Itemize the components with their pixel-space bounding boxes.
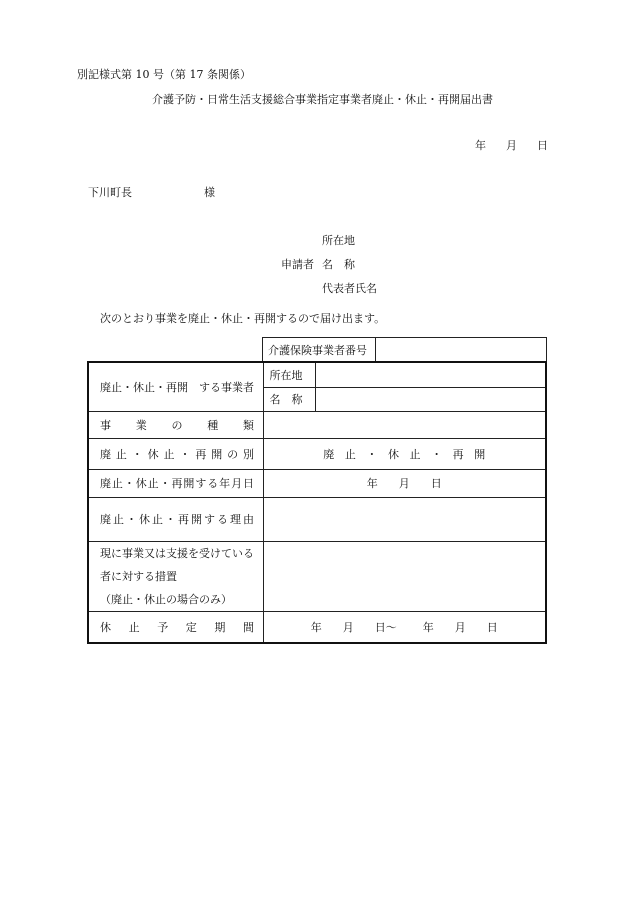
table-row xyxy=(88,411,546,438)
operator-name-field xyxy=(315,387,546,411)
measures-label-line: 現に事業又は支援を受けている xyxy=(100,546,254,560)
operator-name-label-cell xyxy=(263,387,315,411)
period-start-year: 年 xyxy=(310,620,322,634)
business-number-box xyxy=(262,337,547,362)
operator-address-field xyxy=(315,362,546,387)
effective-date-month: 月 xyxy=(398,477,410,490)
period-end-month: 月 xyxy=(454,620,466,634)
effective-date-field xyxy=(263,469,546,497)
reason-label: 廃止・休止・再開する理由 xyxy=(100,513,254,526)
addressee-name: 下川町長 xyxy=(88,186,132,199)
period-end-year: 年 xyxy=(422,620,434,634)
operator-address-label-cell xyxy=(263,362,315,387)
effective-date-label: 廃止・休止・再開する年月日 xyxy=(100,477,254,490)
measures-label-line: 者に対する措置 xyxy=(100,569,177,583)
table-row xyxy=(88,611,546,643)
applicant-label: 申請者 xyxy=(281,258,314,271)
business-type-label: 事業の種類 xyxy=(100,418,254,432)
suspension-period-field xyxy=(263,611,546,643)
category-field xyxy=(263,438,546,469)
applicant-representative-label: 代表者氏名 xyxy=(322,282,377,295)
table-row xyxy=(88,469,546,497)
effective-date-label-cell xyxy=(88,469,263,497)
table-row xyxy=(88,362,546,387)
category-label-cell xyxy=(88,438,263,469)
date-year-label: 年 xyxy=(475,139,486,152)
suspension-period-label-cell xyxy=(88,611,263,643)
period-start-month: 月 xyxy=(342,620,354,634)
date-month-label: 月 xyxy=(506,139,517,152)
category-label: 廃止・休止・再開の別 xyxy=(100,447,254,461)
measures-label-note: （廃止・休止の場合のみ） xyxy=(100,592,232,606)
operator-address-label: 所在地 xyxy=(269,368,303,382)
suspension-period-label: 休止予定期間 xyxy=(100,620,254,634)
applicant-name-label: 名称 xyxy=(322,258,355,271)
date-day-label: 日 xyxy=(537,139,548,152)
reason-field xyxy=(263,497,546,541)
period-end-day: 日 xyxy=(486,620,498,634)
form-number: 別記様式第 10 号（第 17 条関係） xyxy=(77,68,251,81)
business-number-field xyxy=(376,338,547,362)
applicant-address-label: 所在地 xyxy=(322,234,355,247)
operator-label-cell xyxy=(88,362,263,411)
business-number-label: 介護保険事業者番号 xyxy=(263,338,376,362)
effective-date-year: 年 xyxy=(366,477,378,490)
reason-label-cell xyxy=(88,497,263,541)
table-row xyxy=(88,438,546,469)
effective-date-day: 日 xyxy=(430,477,442,490)
period-start-day: 日〜 xyxy=(374,620,397,634)
category-options: 廃止・休止・再開 xyxy=(323,447,486,461)
operator-label: 廃止・休止・再開 する事業者 xyxy=(100,380,254,394)
operator-name-label: 名称 xyxy=(269,393,303,406)
business-type-field xyxy=(263,411,546,438)
statement-text: 次のとおり事業を廃止・休止・再開するので届け出ます。 xyxy=(100,312,386,325)
document-title: 介護予防・日常生活支援総合事業指定事業者廃止・休止・再開届出書 xyxy=(152,93,493,106)
measures-label-cell xyxy=(88,541,263,611)
table-row xyxy=(88,497,546,541)
business-type-label-cell xyxy=(88,411,263,438)
notification-table xyxy=(87,361,547,644)
addressee-honorific: 様 xyxy=(204,186,215,199)
measures-field xyxy=(263,541,546,611)
table-row xyxy=(88,541,546,611)
